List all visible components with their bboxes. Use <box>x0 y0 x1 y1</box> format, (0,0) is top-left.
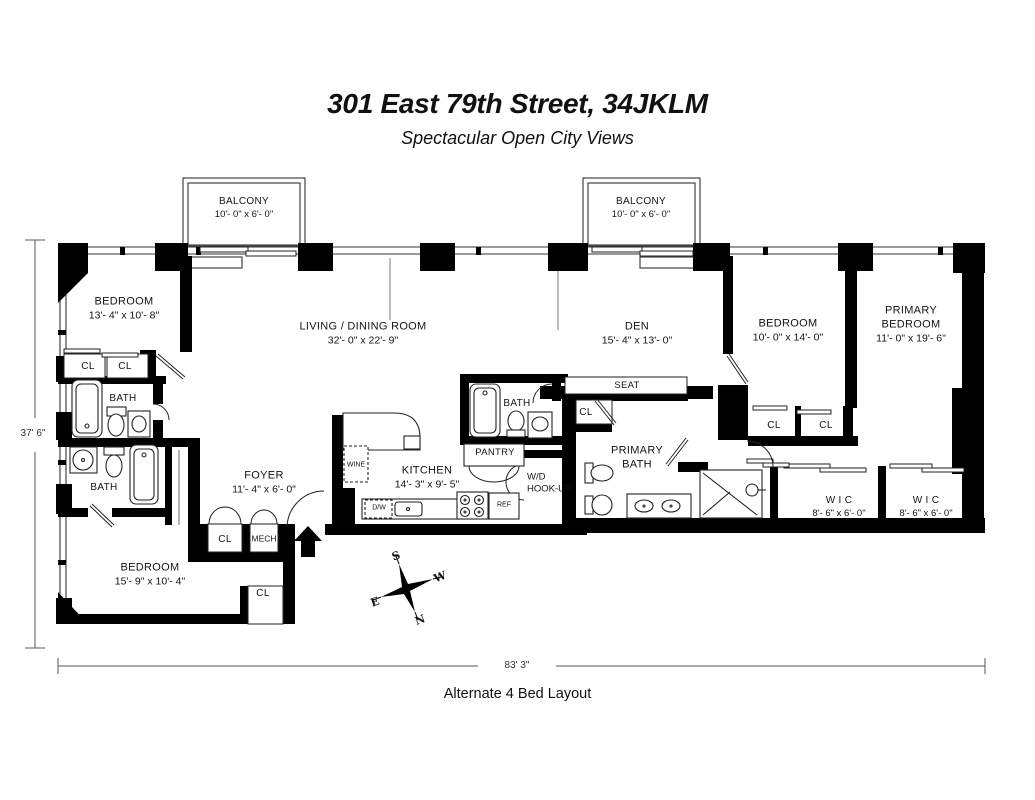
wd-hookup-label: W/D HOOK-UP <box>527 471 572 495</box>
room-label-bedroom-bottom-left: BEDROOM 15'- 9" x 10'- 4" <box>114 561 186 588</box>
room-label-living-dining: LIVING / DINING ROOM 32'- 0" x 22'- 9" <box>299 320 427 347</box>
bath-label: BATH <box>503 397 531 409</box>
room-label-den: DEN 15'- 4" x 13'- 0" <box>601 320 673 347</box>
overall-height-dimension: 37' 6" <box>20 427 46 439</box>
closet-label: CL <box>767 419 781 431</box>
room-label-bedroom-top-left: BEDROOM 13'- 4" x 10'- 8" <box>88 295 160 322</box>
room-label-balcony-left: BALCONY 10'- 0" x 6'- 0" <box>214 195 274 220</box>
dishwasher-label: D/W <box>372 504 386 512</box>
seat-label: SEAT <box>614 380 640 392</box>
closet-label: CL <box>218 533 232 545</box>
bath-label: BATH <box>90 481 118 493</box>
room-label-bedroom-right: BEDROOM 10'- 0" x 14'- 0" <box>752 317 824 344</box>
plan-caption: Alternate 4 Bed Layout <box>443 686 592 702</box>
overall-width-dimension: 83' 3" <box>504 659 530 671</box>
mech-label: MECH <box>251 533 277 544</box>
closet-label: CL <box>579 406 593 418</box>
closet-label: CL <box>819 419 833 431</box>
closet-label: CL <box>118 360 132 372</box>
room-label-kitchen: KITCHEN 14'- 3" x 9'- 5" <box>394 464 460 491</box>
room-label-primary-bedroom: PRIMARY BEDROOM 11'- 0" x 19'- 6" <box>876 304 946 345</box>
wine-fridge-label: WINE <box>346 461 366 469</box>
pantry-label: PANTRY <box>475 447 515 459</box>
refrigerator-label: REF <box>497 501 511 509</box>
room-label-primary-bath: PRIMARY BATH <box>610 444 664 470</box>
closet-label: CL <box>81 360 95 372</box>
room-label-foyer: FOYER 11'- 4" x 6'- 0" <box>232 469 296 496</box>
page-title: 301 East 79th Street, 34JKLM <box>327 88 708 119</box>
compass-west-label: W <box>431 568 449 586</box>
room-label-balcony-right: BALCONY 10'- 0" x 6'- 0" <box>611 195 671 220</box>
room-label-wic-right: W I C 8'- 6" x 6'- 0" <box>899 494 953 519</box>
page-subtitle: Spectacular Open City Views <box>401 128 634 148</box>
compass-rose <box>373 556 441 620</box>
closet-label: CL <box>256 587 270 599</box>
room-label-wic-left: W I C 8'- 6" x 6'- 0" <box>812 494 866 519</box>
compass-east-label: E <box>368 594 382 610</box>
compass-north-label: N <box>413 612 427 628</box>
entry-arrow <box>294 526 322 557</box>
compass-south-label: S <box>390 548 402 564</box>
bath-label: BATH <box>109 392 137 404</box>
